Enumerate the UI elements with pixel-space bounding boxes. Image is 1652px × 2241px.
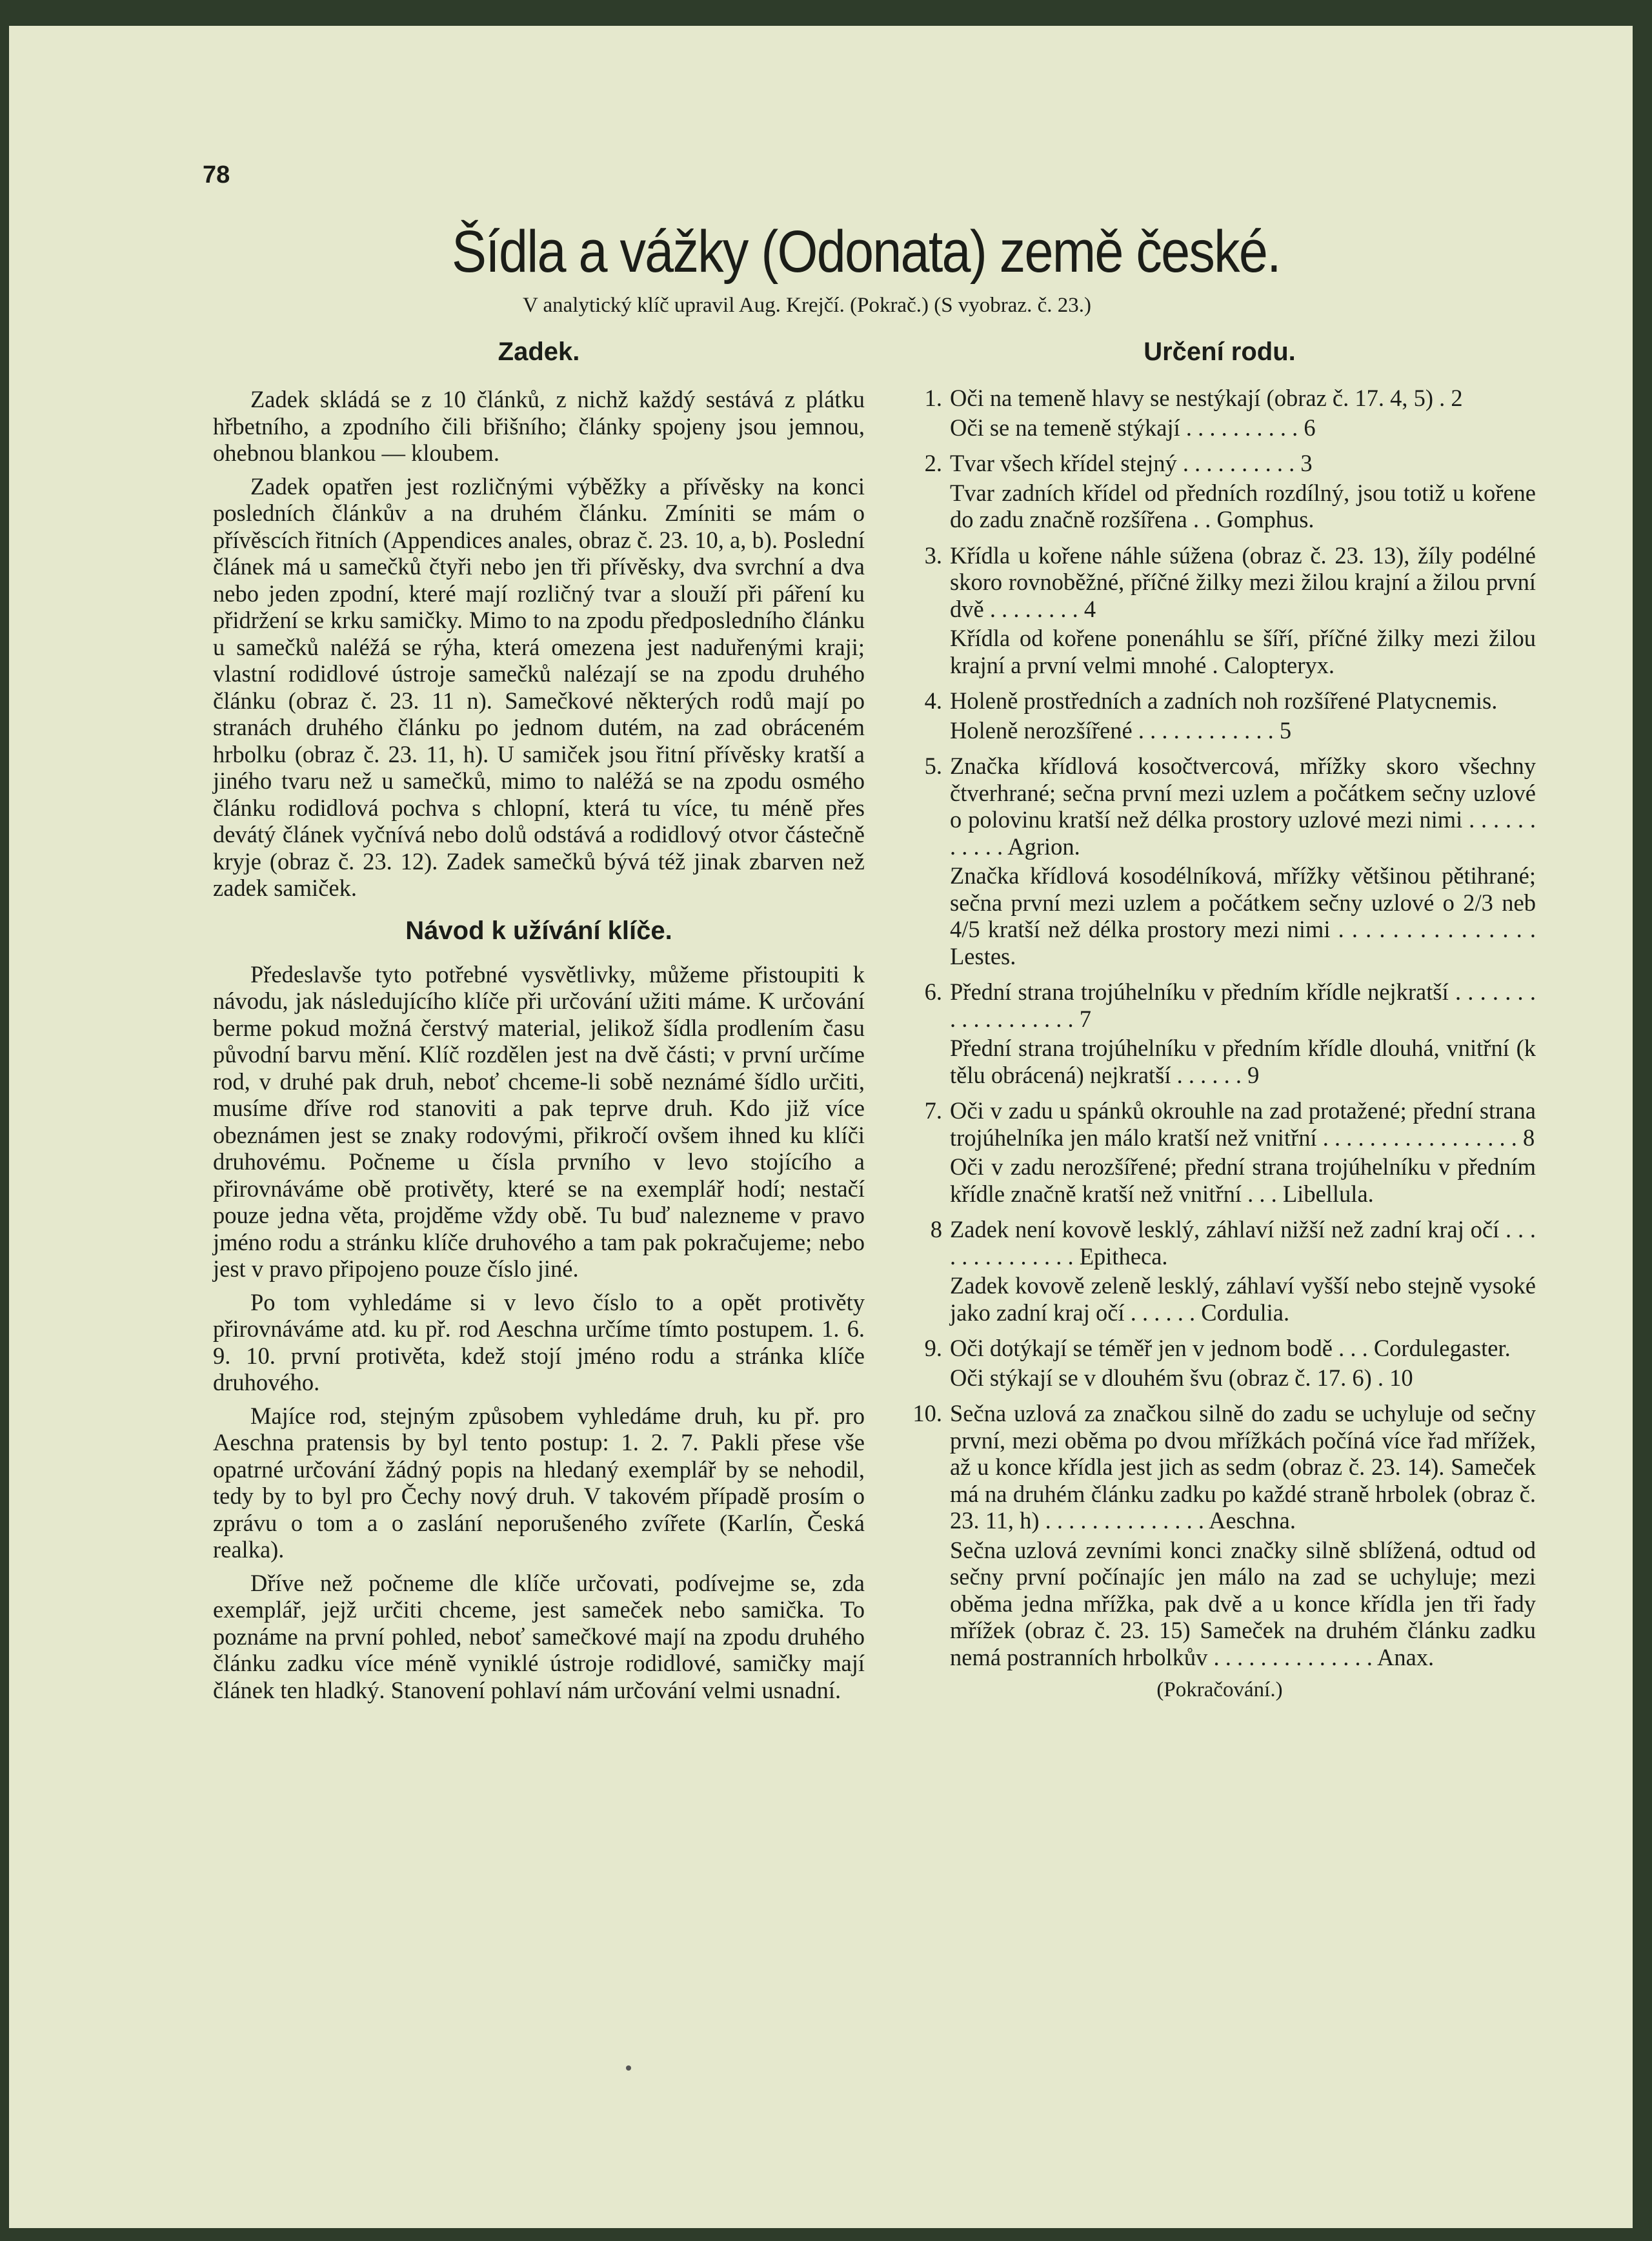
key-entry-number bbox=[903, 1272, 950, 1326]
key-entry bbox=[903, 862, 1536, 969]
print-speck bbox=[626, 2065, 631, 2071]
key-entry bbox=[903, 1364, 1536, 1392]
key-entry-number bbox=[903, 1035, 950, 1088]
key-entry-text: Oči se na temeně stýkají . . . . . . . . . . 6 bbox=[950, 414, 1316, 441]
key-entry-text: Zadek kovově zeleně lesklý, záhlaví vyšší nebo stejně vysoké jako zadní kraj očí . . . . . . Cordulia. bbox=[950, 1272, 1536, 1326]
key-entry-text: Holeně prostředních a zadních noh rozšířené Platycnemis. bbox=[950, 687, 1498, 714]
key-entry bbox=[903, 625, 1536, 678]
key-entry bbox=[903, 1272, 1536, 1326]
key-entry-text: Přední strana trojúhelníku v předním křídle nejkratší . . . . . . . . . . . . . . . . . . 7 bbox=[950, 979, 1536, 1032]
key-entry-text: Sečna uzlová zevními konci značky silně sblížená, odtud od sečny první počínajíc jen málo na zad se uchyluje; mezi oběma jedna mřížka, pak dvě a u konce křídla jen tři řady mřížek (obraz č. 23. 15) Sameček na druhém článku zadku nemá postranních hrbolkův . . . . . . . . . . . . . . Anax. bbox=[950, 1536, 1536, 1670]
key-entry-number bbox=[903, 862, 950, 969]
key-entry-text: Oči stýkají se v dlouhém švu (obraz č. 17. 6) . 10 bbox=[950, 1364, 1413, 1391]
key-entry-text: Oči dotýkají se téměř jen v jednom bodě . . . Cordulegaster. bbox=[950, 1335, 1511, 1361]
key-entry-number: 8 bbox=[930, 1216, 942, 1242]
section-heading-urceni-rodu: Určení rodu. bbox=[1143, 338, 1296, 366]
key-entry-number bbox=[903, 1364, 950, 1392]
key-entry bbox=[903, 542, 1536, 623]
key-entry-text: Holeně nerozšířené . . . . . . . . . . . . 5 bbox=[950, 716, 1292, 744]
key-entry-number bbox=[903, 1153, 950, 1207]
key-entry-text: Značka křídlová kosodélníková, mřížky většinou pětihrané; sečna první mezi uzlem a počátkem sečny uzlové o 2/3 neb 4/5 kratší než délka prostory mezi nimi . . . . . . . . . . . . . . . Lestes. bbox=[950, 862, 1536, 969]
page-number: 78 bbox=[203, 161, 230, 188]
key-entry bbox=[903, 1400, 1536, 1534]
key-entry bbox=[903, 1335, 1536, 1362]
key-entry bbox=[903, 450, 1536, 477]
left-column bbox=[213, 336, 865, 1710]
article-title: Šídla a vážky (Odonata) země české. bbox=[452, 219, 1280, 285]
paragraph: Majíce rod, stejným způsobem vyhledáme druh, ku př. pro Aeschna pratensis by byl tento postup: 1. 2. 7. Pakli přese vše opatrné určování žádný popis na hledaný exemplář by se nehodil, tedy by to byl pro Čechy nový druh. V takovém případě prosím o zprávu o tom a o zaslání neporušeného zvířete (Karlín, Česká realka). bbox=[213, 1402, 865, 1563]
key-entry-text: Oči v zadu u spánků okrouhle na zad protažené; přední strana trojúhelníka jen málo kratší než vnitřní . . . . . . . . . . . . . . . . . 8 bbox=[950, 1097, 1536, 1151]
key-entry bbox=[903, 687, 1536, 715]
key-entry bbox=[903, 717, 1536, 744]
paragraph: Po tom vyhledáme si v levo číslo to a opět protivěty přirovnáváme atd. ku př. rod Aeschna určíme tímto postupem. 1. 6. 9. 10. první protivěta, kdež stojí jméno rodu a stránka klíče druhového. bbox=[213, 1288, 865, 1395]
key-entry-number: 7. bbox=[924, 1097, 942, 1124]
article-subtitle: V analytický klíč upravil Aug. Krejčí. (Pokrač.) (S vyobraz. č. 23.) bbox=[523, 294, 1091, 317]
key-entry-text: Sečna uzlová za značkou silně do zadu se uchyluje od sečny první, mezi oběma po dvou mřížkách počíná více řad mřížek, až u konce křídla jest jich as sedm (obraz č. 23. 14). Sameček má na druhém článku zadku po každé straně hrbolek (obraz č. 23. 11, h) . . . . . . . . . . . . . . Aeschna. bbox=[950, 1400, 1536, 1534]
key-entry-number: 5. bbox=[924, 753, 942, 779]
key-entry-number: 2. bbox=[924, 450, 942, 476]
key-list bbox=[903, 385, 1536, 1670]
key-entry bbox=[903, 979, 1536, 1032]
key-entry-number: 1. bbox=[924, 385, 942, 411]
section-heading-zadek: Zadek. bbox=[498, 338, 580, 366]
paragraph: Dříve než počneme dle klíče určovati, podívejme se, zda exemplář, jejž určiti chceme, jest sameček nebo samička. To poznáme na první pohled, neboť samečkové mají na zpodu druhého článku zadku více méně vyniklé ústroje rodidlové, samičky mají článek ten hladký. Stanovení pohlaví nám určování velmi usnadní. bbox=[213, 1569, 865, 1703]
key-entry-text: Přední strana trojúhelníku v předním křídle dlouhá, vnitřní (k tělu obrácená) nejkratší . . . . . . 9 bbox=[950, 1035, 1536, 1088]
key-entry-text: Křídla od kořene ponenáhlu se šíří, příčné žilky mezi žilou krajní a první velmi mnohé . Calopteryx. bbox=[950, 625, 1536, 678]
paragraph: Předeslavše tyto potřebné vysvětlivky, můžeme přistoupiti k návodu, jak následujícího klíče při určování užiti máme. K určování berme pokud možná čerstvý material, jelikož šídla prodlením času původní barvu mění. Klíč rozdělen jest na dvě části; v první určíme rod, v druhé pak druh, neboť chceme-li sobě neznámé šídlo určiti, musíme dříve rod stanoviti a pak teprve druh. Kdo již více obeznámen jest se znaky rodovými, přikročí ovšem ihned ku klíči druhovému. Počneme u čísla prvního v levo stojícího a přirovnáváme obě protivěty, které se na exemplář hodí; nestačí pouze jedna věta, projděme vždy obě. Tu buď nalezneme v pravo jméno rodu a stránku klíče druhového a tam pak pokračujeme; nebo jest v pravo připojeno pouze číslo jiné. bbox=[213, 960, 865, 1282]
key-entry-text: Oči na temeně hlavy se nestýkají (obraz č. 17. 4, 5) . 2 bbox=[950, 385, 1463, 411]
key-entry bbox=[903, 480, 1536, 533]
key-entry bbox=[903, 1216, 1536, 1270]
key-entry-number: 10. bbox=[912, 1400, 942, 1426]
paragraph: Zadek opatřen jest rozličnými výběžky a přívěsky na konci posledních článkův a na druhém článku. Zmíniti se mám o přívěscích řitních (Appendices anales, obraz č. 23. 10, a, b). Poslední článek má u samečků čtyři nebo jen tři přívěsky, dva svrchní a dva nebo jeden zpodní, které mají rozličný tvar a slouží při páření ku přidržení se krku samičky. Mimo to na zpodu předposledního článku u samečků naléžá se rýha, která omezena jest naduřenými kraji; vlastní rodidlové ústroje samečků nalézají se na zpodu druhého článku (obraz č. 23. 11 n). Samečkové některých rodů mají po stranách druhého článku po jednom dutém, na zad obráceném hrbolku (obraz č. 23. 11, h). U samiček jsou řitní přívěsky kratší a jiného tvaru než u samečků, mimo to naléžá se na zpodu osmého článku rodidlová pochva s chlopní, která tu více, tu méně přes devátý článek vyčnívá nebo dolů odstává a rodidlový otvor částečně kryje (obraz č. 23. 12). Zadek samečků bývá též jinak zbarven než zadek samiček. bbox=[213, 472, 865, 901]
key-entry-number bbox=[903, 625, 950, 678]
key-entry-number: 3. bbox=[924, 542, 942, 569]
key-entry-text: Oči v zadu nerozšířené; přední strana trojúhelníku v předním křídle značně kratší než vnitřní . . . Libellula. bbox=[950, 1153, 1536, 1207]
key-entry-text: Tvar zadních křídel od předních rozdílný, jsou totiž u kořene do zadu značně rozšířena . . Gomphus. bbox=[950, 479, 1536, 532]
section-heading-navod: Návod k užívání klíče. bbox=[405, 916, 672, 945]
key-entry-number bbox=[903, 480, 950, 533]
continued-note: (Pokračování.) bbox=[1156, 1678, 1283, 1701]
key-entry bbox=[903, 1153, 1536, 1207]
key-entry-number: 4. bbox=[924, 687, 942, 714]
key-entry-text: Značka křídlová kosočtvercová, mřížky skoro všechny čtverhrané; sečna první mezi uzlem a počátkem sečny uzlové o polovinu kratší než délka prostory uzlové mezi nimi . . . . . . . . . . . Agrion. bbox=[950, 753, 1536, 860]
right-column bbox=[903, 336, 1536, 1704]
key-entry bbox=[903, 414, 1536, 441]
key-entry bbox=[903, 753, 1536, 860]
key-entry-number bbox=[903, 414, 950, 441]
key-entry-number bbox=[903, 717, 950, 744]
key-entry-text: Křídla u kořene náhle súžena (obraz č. 23. 13), žíly podélné skoro rovnoběžné, příčné žilky mezi žilou krajní a žilou první dvě . . . . . . . . 4 bbox=[950, 542, 1536, 622]
key-entry-text: Zadek není kovově lesklý, záhlaví nižší než zadní kraj očí . . . . . . . . . . . . . . Epitheca. bbox=[950, 1216, 1536, 1270]
key-entry bbox=[903, 1097, 1536, 1151]
key-entry-number bbox=[903, 1537, 950, 1671]
key-entry-number: 9. bbox=[924, 1335, 942, 1361]
paragraph: Zadek skládá se z 10 článků, z nichž každý sestává z plátku hřbetního, a zpodního čili břišního; články spojeny jsou jemnou, ohebnou blankou — kloubem. bbox=[213, 386, 865, 466]
key-entry bbox=[903, 1035, 1536, 1088]
key-entry bbox=[903, 385, 1536, 412]
key-entry-text: Tvar všech křídel stejný . . . . . . . . . . 3 bbox=[950, 450, 1313, 476]
key-entry-number: 6. bbox=[924, 979, 942, 1005]
key-entry bbox=[903, 1537, 1536, 1671]
